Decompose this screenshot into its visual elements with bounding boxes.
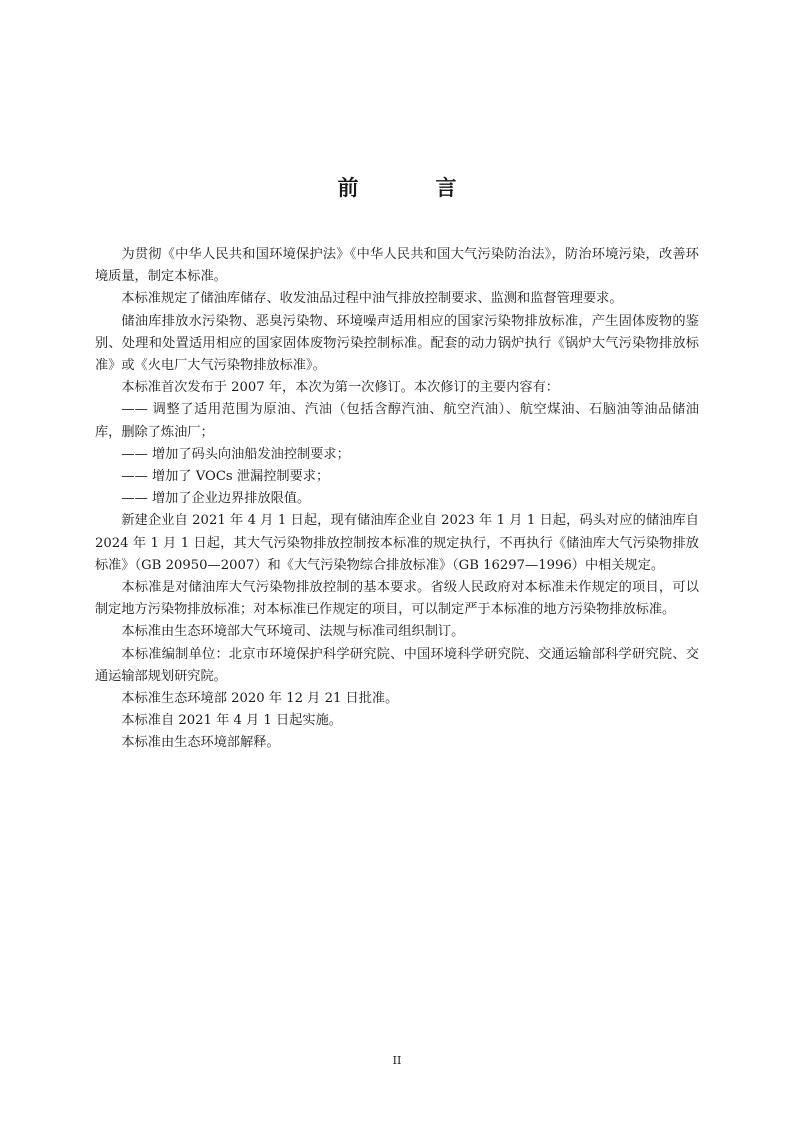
revision-item-scope: —— 调整了适用范围为原油、汽油（包括含醇汽油、航空汽油）、航空煤油、石脑油等油品储油库，删除了炼油厂；	[95, 402, 699, 440]
paragraph-effective-dates: 新建企业自 2021 年 4 月 1 日起，现有储油库企业自 2023 年 1 月 1 日起，码头对应的储油库自 2024 年 1 月 1 日起，其大气污染物排放控制按本标准的规定执行，不再执行《储油库大气污染物排放标准》（GB 20950—2007）和《大气污染物综合排放标准》（GB 16297—1996）中相关规定。	[95, 513, 699, 573]
paragraph-scope: 本标准规定了储油库储存、收发油品过程中油气排放控制要求、监测和监督管理要求。	[121, 291, 623, 307]
paragraph-implementation: 本标准自 2021 年 4 月 1 日起实施。	[121, 713, 342, 729]
paragraph-approval: 本标准生态环境部 2020 年 12 月 21 日批准。	[121, 691, 399, 707]
paragraph-purpose: 为贯彻《中华人民共和国环境保护法》《中华人民共和国大气污染防治法》，防治环境污染，改善环境质量，制定本标准。	[95, 247, 699, 285]
preface-body	[95, 244, 699, 755]
revision-item-vocs-leak: —— 增加了 VOCs 泄漏控制要求；	[121, 469, 330, 485]
revision-item-boundary-limits: —— 增加了企业边界排放限值。	[121, 491, 311, 507]
paragraph-basic-requirements: 本标准是对储油库大气污染物排放控制的基本要求。省级人民政府对本标准未作规定的项目，可以制定地方污染物排放标准；对本标准已作规定的项目，可以制定严于本标准的地方污染物排放标准。	[95, 580, 699, 618]
paragraph-drafting-units: 本标准编制单位：北京市环境保护科学研究院、中国环境科学研究院、交通运输部科学研究院、交通运输部规划研究院。	[95, 646, 699, 684]
paragraph-organizer: 本标准由生态环境部大气环境司、法规与标准司组织制订。	[121, 624, 465, 640]
page-title: 前 言	[337, 176, 485, 200]
paragraph-other-pollutants: 储油库排放水污染物、恶臭污染物、环境噪声适用相应的国家污染物排放标准，产生固体废物的鉴别、处理和处置适用相应的国家固体废物污染控制标准。配套的动力锅炉执行《锅炉大气污染物排放标准》或《火电厂大气污染物排放标准》。	[95, 313, 699, 374]
page-number: II	[392, 1054, 402, 1067]
revision-item-dock-loading: —— 增加了码头向油船发油控制要求；	[121, 446, 350, 462]
paragraph-revision-history: 本标准首次发布于 2007 年，本次为第一次修订。本次修订的主要内容有：	[121, 380, 559, 396]
paragraph-interpretation: 本标准由生态环境部解释。	[121, 735, 280, 751]
